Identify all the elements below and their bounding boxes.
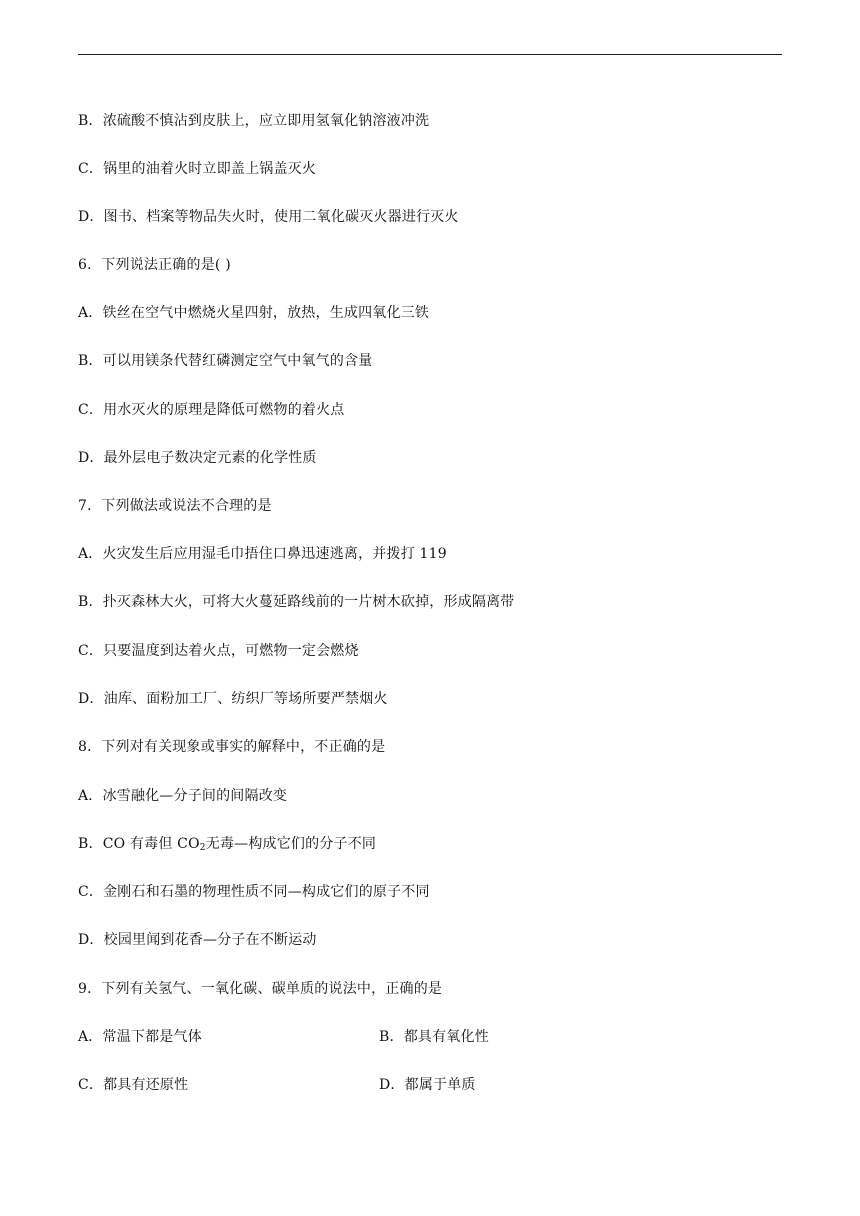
q9-option-a: A．常温下都是气体 bbox=[78, 1029, 202, 1045]
q6-option-a: A．铁丝在空气中燃烧火星四射，放热，生成四氧化三铁 bbox=[78, 305, 430, 321]
q6-stem: 6．下列说法正确的是( ) bbox=[78, 257, 231, 273]
q7-option-b: B．扑灭森林大火，可将大火蔓延路线前的一片树木砍掉，形成隔离带 bbox=[78, 594, 515, 610]
q6-option-d: D．最外层电子数决定元素的化学性质 bbox=[78, 450, 317, 466]
q8-option-b-post: 无毒—构成它们的分子不同 bbox=[205, 836, 377, 852]
q9-option-d: D．都属于单质 bbox=[379, 1077, 476, 1093]
q5-option-d: D．图书、档案等物品失火时，使用二氧化碳灭火器进行灭火 bbox=[78, 209, 459, 225]
q8-option-b-subscript: 2 bbox=[199, 843, 206, 853]
q8-stem: 8．下列对有关现象或事实的解释中，不正确的是 bbox=[78, 739, 386, 755]
q7-option-c: C．只要温度到达着火点，可燃物一定会燃烧 bbox=[78, 643, 359, 659]
q6-option-b: B．可以用镁条代替红磷测定空气中氧气的含量 bbox=[78, 353, 373, 369]
header-rule bbox=[78, 54, 782, 55]
q8-option-a: A．冰雪融化—分子间的间隔改变 bbox=[78, 788, 288, 804]
q8-option-b bbox=[78, 834, 376, 858]
q7-option-a: A．火灾发生后应用湿毛巾捂住口鼻迅速逃离，并拨打 119 bbox=[78, 546, 447, 562]
q8-option-b-pre: B．CO 有毒但 CO bbox=[78, 836, 200, 852]
q7-option-d: D．油库、面粉加工厂、纺织厂等场所要严禁烟火 bbox=[78, 691, 388, 707]
q8-option-c: C．金刚石和石墨的物理性质不同—构成它们的原子不同 bbox=[78, 884, 430, 900]
q6-option-c: C．用水灭火的原理是降低可燃物的着火点 bbox=[78, 402, 345, 418]
q9-option-b: B．都具有氧化性 bbox=[379, 1029, 489, 1045]
q9-option-c: C．都具有还原性 bbox=[78, 1077, 189, 1093]
q9-stem: 9．下列有关氢气、一氧化碳、碳单质的说法中，正确的是 bbox=[78, 981, 443, 997]
q7-stem: 7．下列做法或说法不合理的是 bbox=[78, 498, 272, 514]
q8-option-d: D．校园里闻到花香—分子在不断运动 bbox=[78, 932, 317, 948]
q5-option-b: B．浓硫酸不慎沾到皮肤上，应立即用氢氧化钠溶液冲洗 bbox=[78, 113, 430, 129]
q5-option-c: C．锅里的油着火时立即盖上锅盖灭火 bbox=[78, 161, 317, 177]
